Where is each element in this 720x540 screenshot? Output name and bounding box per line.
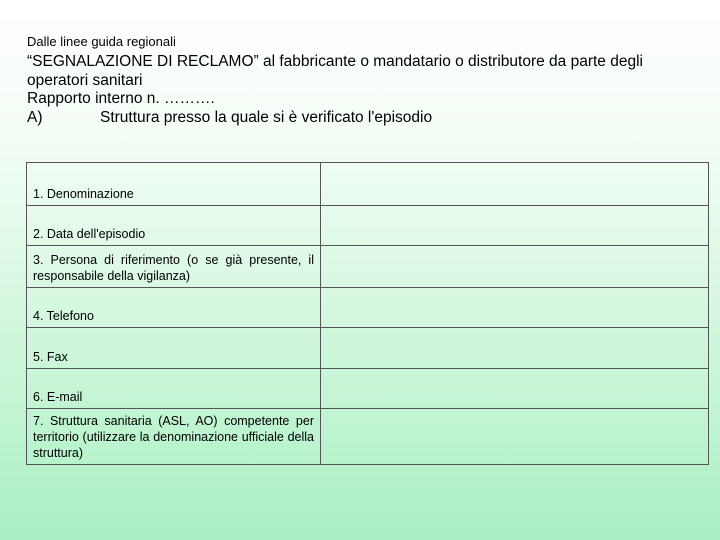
row-label-denominazione: 1. Denominazione [27, 163, 321, 206]
table-row [27, 163, 709, 206]
row-label-struttura-sanitaria: 7. Struttura sanitaria (ASL, AO) competente per territorio (utilizzare la denominazione ufficiale della struttura) [27, 409, 321, 465]
row-label-email: 6. E-mail [27, 369, 321, 409]
table-row [27, 328, 709, 369]
table-row [27, 369, 709, 409]
source-note: Dalle linee guida regionali [27, 34, 176, 49]
field-telefono[interactable] [321, 288, 709, 328]
document-title: “SEGNALAZIONE DI RECLAMO” al fabbricante o mandatario o distributore da parte degli operatori sanitari [27, 53, 643, 89]
table-row [27, 246, 709, 288]
field-persona-riferimento[interactable] [321, 246, 709, 288]
table-row [27, 206, 709, 246]
row-label-data-episodio: 2. Data dell'episodio [27, 206, 321, 246]
field-data-episodio[interactable] [321, 206, 709, 246]
section-title: Struttura presso la quale si è verificato l'episodio [100, 109, 433, 126]
field-struttura-sanitaria[interactable] [321, 409, 709, 465]
document-header [27, 34, 707, 128]
table-row [27, 288, 709, 328]
field-fax[interactable] [321, 328, 709, 369]
field-email[interactable] [321, 369, 709, 409]
table-row [27, 409, 709, 465]
section-heading [27, 108, 707, 128]
form-table [26, 162, 709, 465]
section-letter: A) [27, 109, 43, 126]
field-denominazione[interactable] [321, 163, 709, 206]
row-label-persona-riferimento: 3. Persona di riferimento (o se già presente, il responsabile della vigilanza) [27, 246, 321, 288]
row-label-fax: 5. Fax [27, 328, 321, 369]
report-number-line: Rapporto interno n. ………. [27, 90, 215, 107]
row-label-telefono: 4. Telefono [27, 288, 321, 328]
